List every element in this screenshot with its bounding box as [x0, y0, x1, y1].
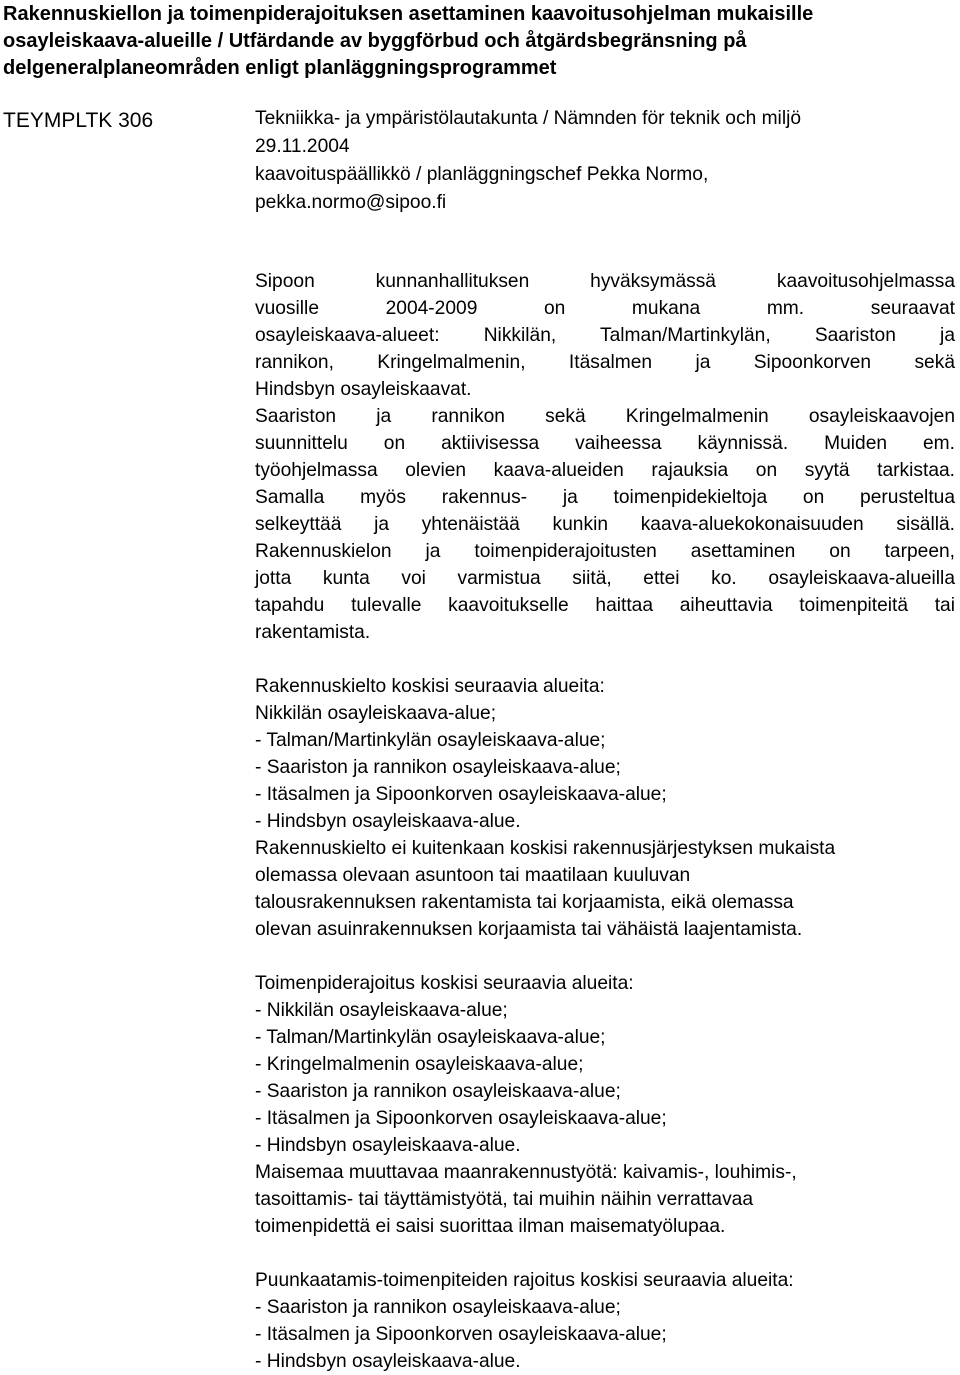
text-line: rannikon, Kringelmalmenin, Itäsalmen ja Sipoonkorven sekä — [255, 352, 955, 373]
list-item: - Saariston ja rannikon osayleiskaava-alue; — [255, 1081, 621, 1102]
list-item: - Talman/Martinkylän osayleiskaava-alue; — [255, 730, 606, 751]
presenter: kaavoituspäällikkö / planläggningschef Pekka Normo, — [255, 164, 709, 185]
text-line: vuosille 2004-2009 on mukana mm. seuraavat — [255, 298, 955, 319]
presenter-email: pekka.normo@sipoo.fi — [255, 192, 447, 213]
list-item: - Saariston ja rannikon osayleiskaava-alue; — [255, 1297, 621, 1318]
list-item: - Itäsalmen ja Sipoonkorven osayleiskaava-alue; — [255, 784, 667, 805]
section-heading: Puunkaatamis-toimenpiteiden rajoitus koskisi seuraavia alueita: — [255, 1270, 794, 1291]
list-item: - Talman/Martinkylän osayleiskaava-alue; — [255, 1027, 606, 1048]
meeting-date: 29.11.2004 — [255, 136, 350, 157]
list-item: - Itäsalmen ja Sipoonkorven osayleiskaava-alue; — [255, 1108, 667, 1129]
text-line: Rakennuskielon ja toimenpiderajoitusten asettaminen on tarpeen, — [255, 541, 955, 562]
text-line: olemassa olevaan asuntoon tai maatilaan kuuluvan — [255, 865, 691, 886]
list-item: - Saariston ja rannikon osayleiskaava-alue; — [255, 757, 621, 778]
text-line: selkeyttää ja yhtenäistää kunkin kaava-aluekokonaisuuden sisällä. — [255, 514, 955, 535]
text-line: Rakennuskielto ei kuitenkaan koskisi rakennusjärjestyksen mukaista — [255, 838, 836, 859]
list-item: - Itäsalmen ja Sipoonkorven osayleiskaava-alue; — [255, 1324, 667, 1345]
text-line: tasoittamis- tai täyttämistyötä, tai muihin näihin verrattavaa — [255, 1189, 754, 1210]
text-line: Maisemaa muuttavaa maanrakennustyötä: kaivamis-, louhimis-, — [255, 1162, 797, 1183]
list-item: - Nikkilän osayleiskaava-alue; — [255, 1000, 508, 1021]
section-heading: Toimenpiderajoitus koskisi seuraavia alueita: — [255, 973, 634, 994]
meeting-header — [255, 105, 955, 217]
list-item: - Hindsbyn osayleiskaava-alue. — [255, 1351, 521, 1372]
text-line: työohjelmassa olevien kaava-alueiden rajauksia on syytä tarkistaa. — [255, 460, 955, 481]
document-body — [255, 268, 955, 1375]
section-action-restriction — [255, 970, 955, 1240]
text-line: Saariston ja rannikon sekä Kringelmalmenin osayleiskaavojen — [255, 406, 955, 427]
text-line: osayleiskaava-alueet: Nikkilän, Talman/Martinkylän, Saariston ja — [255, 325, 955, 346]
paragraph-planning-program — [255, 268, 955, 646]
title-line: delgeneralplaneområden enligt planläggningsprogrammet — [3, 57, 557, 79]
list-item: - Hindsbyn osayleiskaava-alue. — [255, 1135, 521, 1156]
section-tree-felling-restriction — [255, 1267, 955, 1375]
text-line: suunnittelu on aktiivisessa vaiheessa käynnissä. Muiden em. — [255, 433, 955, 454]
document-title — [3, 1, 953, 82]
text-line: Hindsbyn osayleiskaavat. — [255, 379, 472, 400]
text-line: jotta kunta voi varmistua siitä, ettei ko. osayleiskaava-alueilla — [255, 568, 955, 589]
text-line: olevan asuinrakennuksen korjaamista tai vähäistä laajentamista. — [255, 919, 803, 940]
title-line: Rakennuskiellon ja toimenpiderajoituksen asettaminen kaavoitusohjelman mukaisille — [3, 3, 814, 25]
reference-code: TEYMPLTK 306 — [3, 109, 154, 132]
title-line: osayleiskaava-alueille / Utfärdande av byggförbud och åtgärdsbegränsning på — [3, 30, 747, 52]
text-line: toimenpidettä ei saisi suorittaa ilman maisematyölupaa. — [255, 1216, 726, 1237]
text-line: talousrakennuksen rakentamista tai korjaamista, eikä olemassa — [255, 892, 794, 913]
section-heading: Rakennuskielto koskisi seuraavia alueita: — [255, 676, 605, 697]
committee-name: Tekniikka- ja ympäristölautakunta / Nämnden för teknik och miljö — [255, 108, 802, 129]
list-item: Nikkilän osayleiskaava-alue; — [255, 703, 497, 724]
section-building-ban — [255, 673, 955, 943]
text-line: Sipoon kunnanhallituksen hyväksymässä kaavoitusohjelmassa — [255, 271, 955, 292]
list-item: - Kringelmalmenin osayleiskaava-alue; — [255, 1054, 584, 1075]
text-line: tapahdu tulevalle kaavoitukselle haittaa aiheuttavia toimenpiteitä tai — [255, 595, 955, 616]
text-line: rakentamista. — [255, 622, 371, 643]
text-line: Samalla myös rakennus- ja toimenpidekieltoja on perusteltua — [255, 487, 955, 508]
list-item: - Hindsbyn osayleiskaava-alue. — [255, 811, 521, 832]
